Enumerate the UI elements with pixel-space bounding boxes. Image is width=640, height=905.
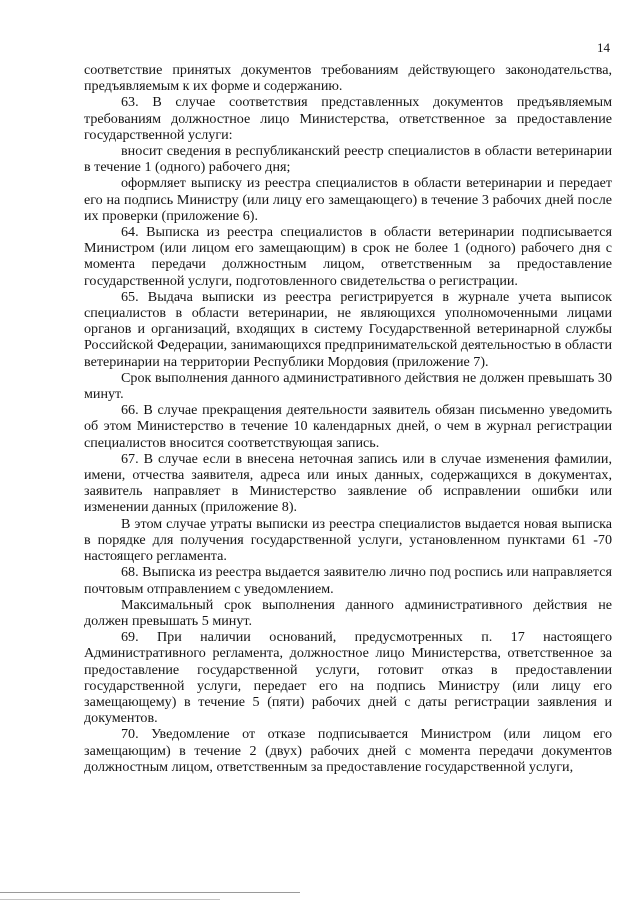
paragraph-63: 63. В случае соответствия представленных документов предъявляемым требованиям должностное лицо Министерства, ответственное за предоставление государственной услуги: bbox=[84, 94, 612, 143]
paragraph-70: 70. Уведомление от отказе подписывается Министром (или лицом его замещающим) в течение 2 (двух) рабочих дней с момента передачи документов должностным лицом, ответственным за предоставление государственной услуги, bbox=[84, 726, 612, 775]
paragraph-63-item-1: вносит сведения в республиканский реестр специалистов в области ветеринарии в течение 1 (одного) рабочего дня; bbox=[84, 143, 612, 176]
paragraph-63-item-2: оформляет выписку из реестра специалистов в области ветеринарии и передает его на подпись Министру (или лицу его замещающего) в течение 3 рабочих дней после их проверки (приложение 6). bbox=[84, 175, 612, 224]
paragraph-68: 68. Выписка из реестра выдается заявителю лично под роспись или направляется почтовым отправлением с уведомлением. bbox=[84, 564, 612, 597]
paragraph-65-term: Срок выполнения данного административного действия не должен превышать 30 минут. bbox=[84, 369, 612, 403]
page-number: 14 bbox=[597, 40, 610, 55]
bottom-scan-edge-line bbox=[0, 892, 300, 893]
paragraph-67-loss: В этом случае утраты выписки из реестра специалистов выдается новая выписка в порядке для получения государственной услуги, установленном пунктами 61 -70 настоящего регламента. bbox=[84, 515, 612, 565]
document-body bbox=[84, 62, 612, 775]
paragraph-66: 66. В случае прекращения деятельности заявитель обязан письменно уведомить об этом Министерство в течение 10 календарных дней, о чем в журнал регистрации специалистов вносится соответствующая запись. bbox=[84, 402, 612, 451]
paragraph-65: 65. Выдача выписки из реестра регистрируется в журнале учета выписок специалистов в области ветеринарии, не являющихся уполномоченными лицами органов и организаций, входящих в систему Государственной ветеринарной службы Российской Федерации, занимающихся предпринимательской деятельностью в области ветеринарии на территории Республики Мордовия (приложение 7). bbox=[84, 288, 612, 370]
paragraph-68-term: Максимальный срок выполнения данного административного действия не должен превышать 5 минут. bbox=[84, 596, 612, 629]
paragraph-67: 67. В случае если в внесена неточная запись или в случае изменения фамилии, имени, отчества заявителя, адреса или иных данных, содержащихся в документах, заявитель направляет в Министерство заявление об исправлении ошибки или изменении данных (приложение 8). bbox=[84, 450, 612, 516]
paragraph-69: 69. При наличии оснований, предусмотренных п. 17 настоящего Административного регламента, должностное лицо Министерства, ответственное за предоставление государственной услуги, готовит отказ в предоставлении государственной услуги, передает его на подпись Министру (или лицу его замещающему) в течение 5 (пяти) рабочих дней с даты регистрации заявления и документов. bbox=[84, 629, 612, 727]
bottom-scan-edge-line-secondary bbox=[0, 899, 220, 900]
paragraph-continuation: соответствие принятых документов требованиям действующего законодательства, предъявляемым к их форме и содержанию. bbox=[84, 62, 612, 95]
paragraph-64: 64. Выписка из реестра специалистов в области ветеринарии подписывается Министром (или лицом его замещающим) в срок не более 1 (одного) рабочего дня с момента передачи должностным лицом, ответственным за предоставление государственной услуги, подготовленного свидетельства о регистрации. bbox=[84, 224, 612, 289]
